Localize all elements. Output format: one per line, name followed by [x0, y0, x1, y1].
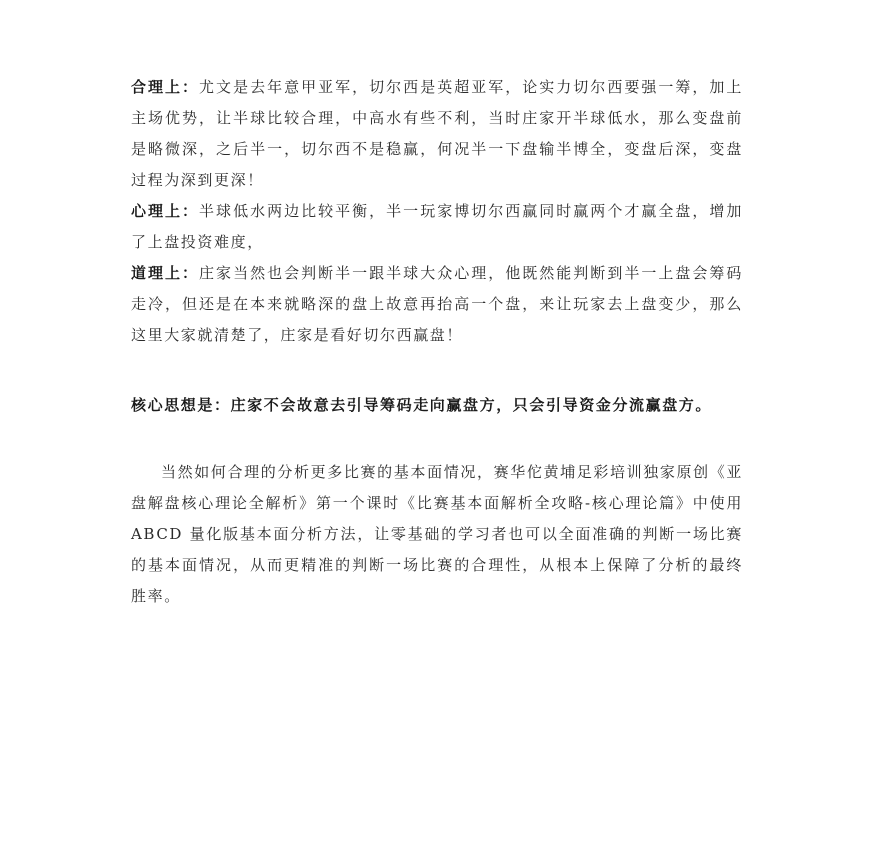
section-reasonable	[131, 72, 743, 196]
section-label: 合理上：	[131, 78, 200, 96]
document-page	[131, 72, 743, 627]
closing-paragraph: 当然如何合理的分析更多比赛的基本面情况，赛华佗黄埔足彩培训独家原创《亚盘解盘核心理论全解析》第一个课时《比赛基本面解析全攻略-核心理论篇》中使用 ABCD 量化版基本面分析方法，让零基础的学习者也可以全面准确的判断一场比赛的基本面情况，从而更精准的判断一场比赛的合理性，从根本上保障了分析的最终胜率。	[131, 463, 743, 605]
section-logic	[131, 258, 743, 351]
section-text: 庄家当然也会判断半一跟半球大众心理，他既然能判断到半一上盘会筹码走冷，但还是在本来就略深的盘上故意再抬高一个盘，来让玩家去上盘变少，那么这里大家就清楚了，庄家是看好切尔西赢盘！	[131, 264, 743, 344]
section-label: 道理上：	[131, 264, 200, 282]
section-psychology	[131, 196, 743, 258]
section-label: 心理上：	[131, 202, 200, 220]
core-idea: 核心思想是：庄家不会故意去引导筹码走向赢盘方，只会引导资金分流赢盘方。	[131, 396, 713, 414]
section-text: 尤文是去年意甲亚军，切尔西是英超亚军，论实力切尔西要强一筹，加上主场优势，让半球比较合理，中高水有些不利，当时庄家开半球低水，那么变盘前是略微深，之后半一，切尔西不是稳赢，何况半一下盘输半博全，变盘后深，变盘过程为深到更深！	[131, 78, 743, 189]
section-text: 半球低水两边比较平衡，半一玩家博切尔西赢同时赢两个才赢全盘，增加了上盘投资难度，	[131, 202, 743, 251]
